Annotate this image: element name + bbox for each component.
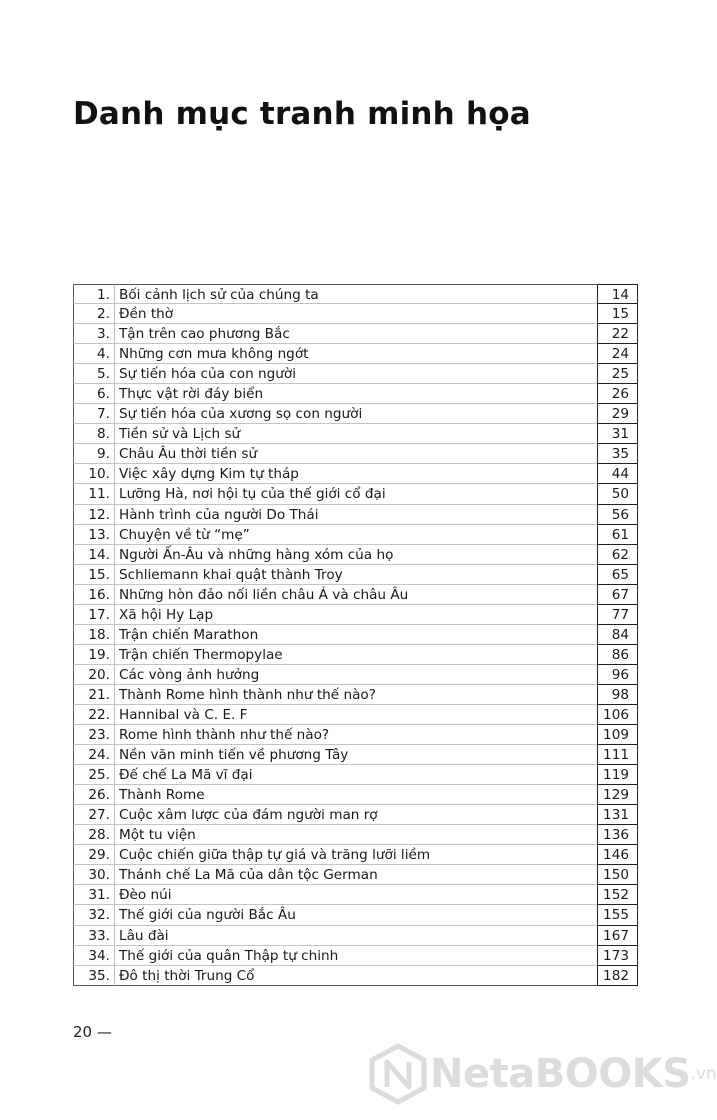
table-row [73,585,638,605]
table-row [73,545,638,565]
table-row [73,885,638,905]
row-number: 12. [73,505,114,525]
row-number: 8. [73,424,114,444]
table-row [73,905,638,925]
illustration-title: Những hòn đảo nối liền châu Á và châu Âu [114,585,590,605]
column-gap [590,805,597,825]
watermark-suffix: .vn [690,1064,717,1084]
page-ref: 62 [597,545,638,565]
column-gap [590,685,597,705]
column-gap [590,765,597,785]
row-number: 21. [73,685,114,705]
illustration-title: Tiền sử và Lịch sử [114,424,590,444]
column-gap [590,505,597,525]
row-number: 11. [73,484,114,504]
row-number: 19. [73,645,114,665]
column-gap [590,665,597,685]
row-number: 29. [73,845,114,865]
page-ref: 65 [597,565,638,585]
column-gap [590,885,597,905]
illustration-title: Một tu viện [114,825,590,845]
table-row [73,625,638,645]
page-ref: 129 [597,785,638,805]
column-gap [590,444,597,464]
column-gap [590,525,597,545]
page-ref: 173 [597,946,638,966]
illustration-title: Đèo núi [114,885,590,905]
watermark [368,1043,717,1105]
page-ref: 29 [597,404,638,424]
illustration-title: Hannibal và C. E. F [114,705,590,725]
illustration-title: Thế giới của quân Thập tự chinh [114,946,590,966]
table-row [73,725,638,745]
page-ref: 50 [597,484,638,504]
row-number: 24. [73,745,114,765]
column-gap [590,745,597,765]
page-ref: 136 [597,825,638,845]
page-ref: 84 [597,625,638,645]
row-number: 1. [73,284,114,304]
illustration-title: Sự tiến hóa của xương sọ con người [114,404,590,424]
table-row [73,605,638,625]
page-ref: 150 [597,865,638,885]
table-row [73,946,638,966]
row-number: 28. [73,825,114,845]
page-ref: 44 [597,464,638,484]
illustration-title: Thành Rome hình thành như thế nào? [114,685,590,705]
illustration-title: Đế chế La Mã vĩ đại [114,765,590,785]
table-row [73,765,638,785]
illustration-title: Lưỡng Hà, nơi hội tụ của thế giới cổ đại [114,484,590,504]
row-number: 16. [73,585,114,605]
row-number: 3. [73,324,114,344]
watermark-brand: NetaBOOKS [430,1051,691,1097]
page-ref: 155 [597,905,638,925]
table-row [73,344,638,364]
row-number: 26. [73,785,114,805]
page-ref: 35 [597,444,638,464]
table-row [73,805,638,825]
table-row [73,785,638,805]
column-gap [590,284,597,304]
page-ref: 182 [597,966,638,986]
page-ref: 119 [597,765,638,785]
page-ref: 131 [597,805,638,825]
page-ref: 26 [597,384,638,404]
column-gap [590,404,597,424]
illustration-title: Schliemann khai quật thành Troy [114,565,590,585]
row-number: 33. [73,926,114,946]
page-ref: 14 [597,284,638,304]
illustration-title: Rome hình thành như thế nào? [114,725,590,745]
row-number: 14. [73,545,114,565]
illustration-title: Người Ấn-Âu và những hàng xóm của họ [114,545,590,565]
column-gap [590,705,597,725]
illustration-title: Thực vật rời đáy biển [114,384,590,404]
column-gap [590,364,597,384]
row-number: 30. [73,865,114,885]
table-row [73,364,638,384]
illustration-title: Trận chiến Marathon [114,625,590,645]
illustration-title: Thánh chế La Mã của dân tộc German [114,865,590,885]
illustration-title: Thành Rome [114,785,590,805]
row-number: 2. [73,304,114,324]
table-row [73,745,638,765]
illustration-title: Cuộc chiến giữa thập tự giá và trăng lưỡi liềm [114,845,590,865]
column-gap [590,464,597,484]
page-ref: 98 [597,685,638,705]
column-gap [590,825,597,845]
row-number: 31. [73,885,114,905]
page-ref: 109 [597,725,638,745]
table-row [73,966,638,986]
table-row [73,304,638,324]
table-row [73,284,638,304]
row-number: 27. [73,805,114,825]
page-ref: 77 [597,605,638,625]
page-ref: 15 [597,304,638,324]
row-number: 34. [73,946,114,966]
table-row [73,424,638,444]
column-gap [590,585,597,605]
row-number: 13. [73,525,114,545]
column-gap [590,845,597,865]
page-ref: 56 [597,505,638,525]
illustration-title: Thế giới của người Bắc Âu [114,905,590,925]
column-gap [590,384,597,404]
table-row [73,464,638,484]
table-row [73,665,638,685]
row-number: 20. [73,665,114,685]
column-gap [590,625,597,645]
table-row [73,865,638,885]
page-ref: 167 [597,926,638,946]
column-gap [590,725,597,745]
illustration-title: Việc xây dựng Kim tự tháp [114,464,590,484]
column-gap [590,905,597,925]
illustration-title: Tận trên cao phương Bắc [114,324,590,344]
row-number: 32. [73,905,114,925]
page-ref: 31 [597,424,638,444]
column-gap [590,785,597,805]
illustration-title: Cuộc xâm lược của đám người man rợ [114,805,590,825]
page-ref: 152 [597,885,638,905]
illustration-title: Hành trình của người Do Thái [114,505,590,525]
row-number: 4. [73,344,114,364]
column-gap [590,605,597,625]
table-row [73,565,638,585]
row-number: 17. [73,605,114,625]
illustration-title: Chuyện về từ “mẹ” [114,525,590,545]
table-row [73,845,638,865]
page-ref: 96 [597,665,638,685]
column-gap [590,344,597,364]
page-title: Danh mục tranh minh họa [73,96,531,132]
table-row [73,705,638,725]
table-row [73,685,638,705]
table-row [73,525,638,545]
table-row [73,384,638,404]
illustration-title: Trận chiến Thermopylae [114,645,590,665]
column-gap [590,304,597,324]
table-row [73,484,638,504]
column-gap [590,946,597,966]
page-ref: 106 [597,705,638,725]
row-number: 6. [73,384,114,404]
illustration-title: Xã hội Hy Lạp [114,605,590,625]
column-gap [590,545,597,565]
table-row [73,825,638,845]
row-number: 9. [73,444,114,464]
illustration-title: Châu Âu thời tiền sử [114,444,590,464]
row-number: 7. [73,404,114,424]
illustration-title: Lâu đài [114,926,590,946]
page-ref: 25 [597,364,638,384]
netabooks-logo-icon [368,1043,428,1105]
row-number: 22. [73,705,114,725]
illustration-title: Các vòng ảnh hưởng [114,665,590,685]
page-number: 20 — [73,1023,112,1041]
page-ref: 61 [597,525,638,545]
illustration-title: Nền văn minh tiến về phương Tây [114,745,590,765]
column-gap [590,424,597,444]
illustration-title: Bối cảnh lịch sử của chúng ta [114,284,590,304]
row-number: 10. [73,464,114,484]
illustration-title: Những cơn mưa không ngớt [114,344,590,364]
page-ref: 86 [597,645,638,665]
illustration-title: Sự tiến hóa của con người [114,364,590,384]
row-number: 15. [73,565,114,585]
table-row [73,926,638,946]
column-gap [590,484,597,504]
page-ref: 146 [597,845,638,865]
row-number: 18. [73,625,114,645]
table-row [73,444,638,464]
table-row [73,404,638,424]
column-gap [590,565,597,585]
column-gap [590,865,597,885]
illustration-title: Đô thị thời Trung Cổ [114,966,590,986]
row-number: 25. [73,765,114,785]
column-gap [590,926,597,946]
column-gap [590,966,597,986]
page-ref: 67 [597,585,638,605]
row-number: 35. [73,966,114,986]
row-number: 23. [73,725,114,745]
page-ref: 22 [597,324,638,344]
column-gap [590,324,597,344]
row-number: 5. [73,364,114,384]
table-row [73,324,638,344]
illustration-title: Đền thờ [114,304,590,324]
page-ref: 111 [597,745,638,765]
page-ref: 24 [597,344,638,364]
illustration-list-table [73,284,638,986]
table-row [73,645,638,665]
column-gap [590,645,597,665]
table-row [73,505,638,525]
